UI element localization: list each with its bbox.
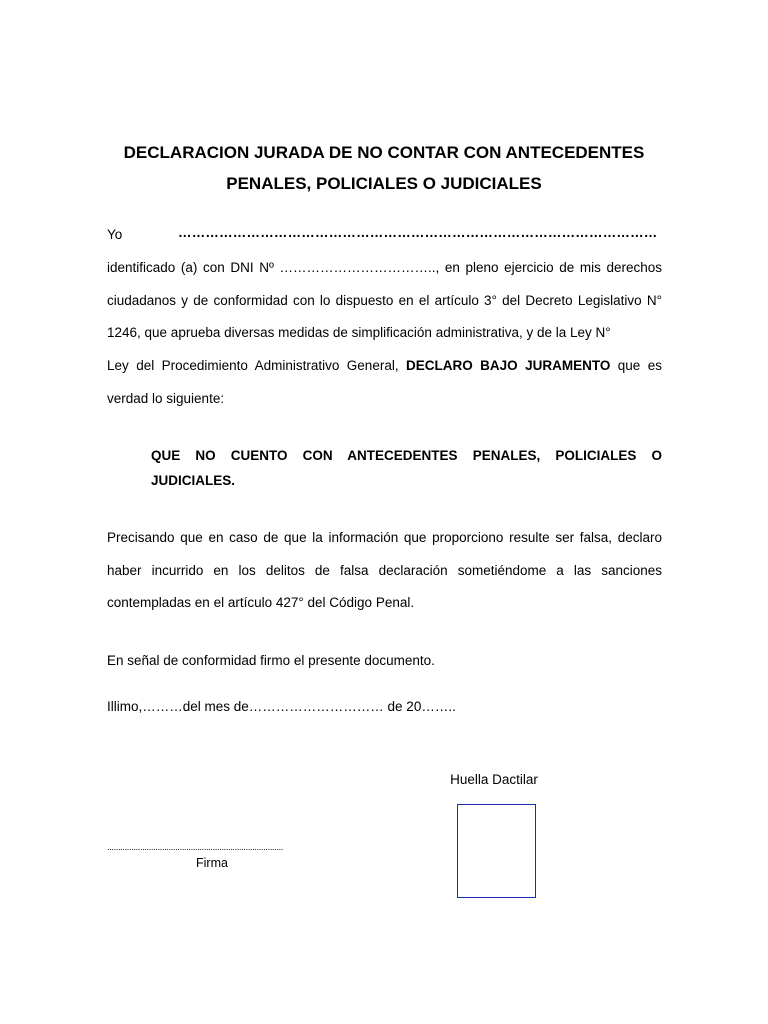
- declaration-line-1: QUE NO CUENTO CON ANTECEDENTES PENALES, POLICIALES O: [151, 448, 662, 463]
- paragraph-1-line-5: [107, 358, 662, 373]
- document-title-line-1: DECLARACION JURADA DE NO CONTAR CON ANTECEDENTES: [123, 143, 645, 162]
- signature-line: ................................................................................: [107, 842, 284, 852]
- date-line: Illimo,………del mes de………………………… de 20……..: [107, 699, 456, 714]
- paragraph-1-line-5-text: Ley del Procedimiento Administrativo General,: [107, 358, 406, 373]
- paragraph-2-line-2: haber incurrido en los delitos de falsa declaración sometiéndome a las sanciones: [107, 563, 662, 578]
- signature-label: Firma: [196, 856, 228, 870]
- fingerprint-label: Huella Dactilar: [450, 772, 538, 787]
- paragraph-2-line-1: Precisando que en caso de que la información que proporciono resulte ser falsa, declaro: [107, 530, 662, 545]
- name-blank-field: ……………………………………………………………………………………………: [178, 225, 658, 240]
- paragraph-1-line-6: verdad lo siguiente:: [107, 391, 225, 406]
- fingerprint-box: [457, 804, 536, 898]
- declaro-bajo-juramento: DECLARO BAJO JURAMENTO: [406, 358, 611, 373]
- conformity-statement: En señal de conformidad firmo el presente documento.: [107, 653, 435, 668]
- paragraph-1-line-5-end: que es: [610, 358, 662, 373]
- document-title-line-2: PENALES, POLICIALES O JUDICIALES: [226, 174, 542, 193]
- paragraph-2-line-3: contempladas en el artículo 427° del Código Penal.: [107, 595, 415, 610]
- paragraph-1-line-4: 1246, que aprueba diversas medidas de simplificación administrativa, y de la Ley N°: [107, 325, 611, 340]
- paragraph-1-line-3: ciudadanos y de conformidad con lo dispuesto en el artículo 3° del Decreto Legislativo N°: [107, 293, 662, 308]
- paragraph-1-line-2: identificado (a) con DNI Nº …………………………….., en pleno ejercicio de mis derechos: [107, 260, 662, 275]
- declaration-line-2: JUDICIALES.: [151, 473, 236, 488]
- yo-label: Yo: [107, 227, 123, 242]
